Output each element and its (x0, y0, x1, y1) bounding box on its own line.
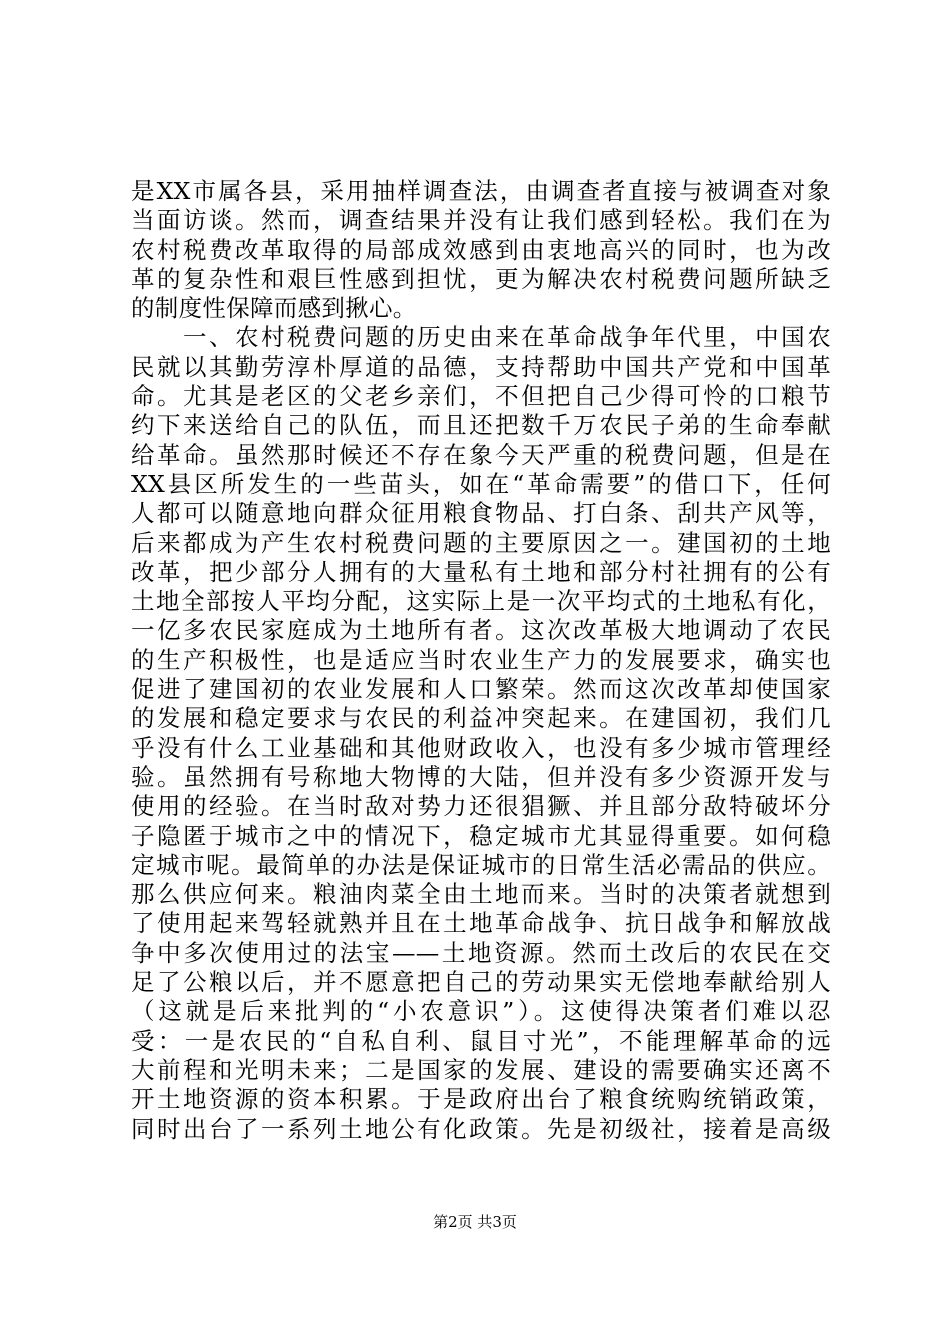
page-number-label: 第2页 共3页 (433, 1213, 517, 1231)
text-line: 受：一是农民的“自私自利、鼠目寸光”，不能理解革命的远 (131, 1026, 831, 1055)
text-line: 给革命。虽然那时候还不存在象今天严重的税费问题，但是在 (131, 440, 831, 469)
text-line: 农村税费改革取得的局部成效感到由衷地高兴的同时，也为改 (131, 235, 831, 264)
text-line: 同时出台了一系列土地公有化政策。先是初级社，接着是高级 (131, 1114, 831, 1143)
text-line: 的发展和稳定要求与农民的利益冲突起来。在建国初，我们几 (131, 704, 831, 733)
text-line: 当面访谈。然而，调查结果并没有让我们感到轻松。我们在为 (131, 206, 831, 235)
text-line: 促进了建国初的农业发展和人口繁荣。然而这次改革却使国家 (131, 675, 831, 704)
text-line: 民就以其勤劳淳朴厚道的品德，支持帮助中国共产党和中国革 (131, 352, 831, 381)
text-line: 开土地资源的资本积累。于是政府出台了粮食统购统销政策， (131, 1085, 831, 1114)
text-line: 了使用起来驾轻就熟并且在土地革命战争、抗日战争和解放战 (131, 909, 831, 938)
text-line: 验。虽然拥有号称地大物博的大陆，但并没有多少资源开发与 (131, 762, 831, 791)
text-line: 革的复杂性和艰巨性感到担忧，更为解决农村税费问题所缺乏 (131, 264, 831, 293)
text-line: 命。尤其是老区的父老乡亲们，不但把自己少得可怜的口粮节 (131, 382, 831, 411)
text-line: 后来都成为产生农村税费问题的主要原因之一。建国初的土地 (131, 528, 831, 557)
text-line: 土地全部按人平均分配，这实际上是一次平均式的土地私有化， (131, 587, 831, 616)
text-line: 改革，把少部分人拥有的大量私有土地和部分村社拥有的公有 (131, 557, 831, 586)
text-line: 一亿多农民家庭成为土地所有者。这次改革极大地调动了农民 (131, 616, 831, 645)
text-line: 那么供应何来。粮油肉菜全由土地而来。当时的决策者就想到 (131, 880, 831, 909)
text-line: 的生产积极性，也是适应当时农业生产力的发展要求，确实也 (131, 645, 831, 674)
text-line: 使用的经验。在当时敌对势力还很猖獗、并且部分敌特破坏分 (131, 792, 831, 821)
text-line: 一、农村税费问题的历史由来在革命战争年代里，中国农 (131, 323, 831, 352)
text-line: 足了公粮以后，并不愿意把自己的劳动果实无偿地奉献给别人 (131, 968, 831, 997)
page-footer (0, 1212, 950, 1232)
text-line: 定城市呢。最简单的办法是保证城市的日常生活必需品的供应。 (131, 850, 831, 879)
text-line: 大前程和光明未来；二是国家的发展、建设的需要确实还离不 (131, 1055, 831, 1084)
text-line: 是XX市属各县，采用抽样调查法，由调查者直接与被调查对象 (131, 177, 831, 205)
text-line: 子隐匿于城市之中的情况下，稳定城市尤其显得重要。如何稳 (131, 821, 831, 850)
text-line: XX县区所发生的一些苗头，如在“革命需要”的借口下，任何 (131, 469, 831, 498)
text-line: 的制度性保障而感到揪心。 (131, 294, 417, 323)
text-line: 乎没有什么工业基础和其他财政收入，也没有多少城市管理经 (131, 733, 831, 762)
text-line: （这就是后来批判的“小农意识”）。这使得决策者们难以忍 (131, 997, 831, 1026)
text-line: 人都可以随意地向群众征用粮食物品、打白条、刮共产风等， (131, 499, 831, 528)
text-line: 约下来送给自己的队伍，而且还把数千万农民子弟的生命奉献 (131, 411, 831, 440)
body-text (131, 177, 831, 1144)
text-line: 争中多次使用过的法宝——土地资源。然而土改后的农民在交 (131, 938, 831, 967)
